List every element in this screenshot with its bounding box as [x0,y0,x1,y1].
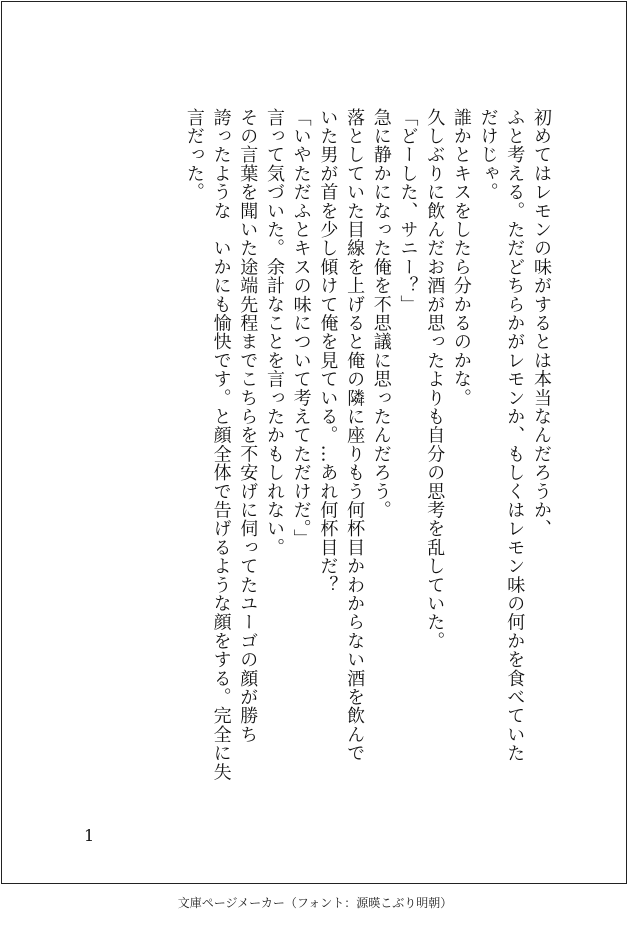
text-line: 言だった。 [183,108,205,202]
text-line: その言葉を聞いた途端先程までこちらを不安げに伺ってたユーゴの顔が勝ち [237,108,259,744]
page-number: 1 [84,826,95,845]
vertical-text-body [180,108,554,838]
text-line: いた男が首を少し傾けて俺を見ている。…あれ何杯目だ？ [317,108,339,595]
text-line: 久しぶりに飲んだお酒が思ったよりも自分の思考を乱していた。 [424,108,446,651]
text-line: だけじゃ。 [477,108,499,202]
page-frame [1,1,627,884]
text-line: 急に静かになった俺を不思議に思ったんだろう。 [370,108,392,520]
text-line: 初めてはレモンの味がするとは本当なんだろうか、 [531,108,552,539]
text-line: 「いやただふとキスの味について考えてただけだ。」 [290,108,312,548]
text-line: 落としていた目線を上げると俺の隣に座りもう何杯目かわからない酒を飲んで [344,108,366,763]
text-line: 「どーした、サニー？」 [397,108,419,314]
text-line: ふと考える。ただどちらかがレモンか、もしくはレモン味の何かを食べていた [504,108,526,763]
footer-caption: 文庫ページメーカー（フォント：源暎こぶり明朝） [177,896,453,910]
text-line: 誰かとキスをしたら分かるのかな。 [450,108,472,408]
text-line: 誇ったような いかにも愉快です。と顔全体で告げるような顔をする。完全に失 [210,108,232,782]
text-line: 言って気づいた。余計なことを言ったかもしれない。 [263,108,285,557]
